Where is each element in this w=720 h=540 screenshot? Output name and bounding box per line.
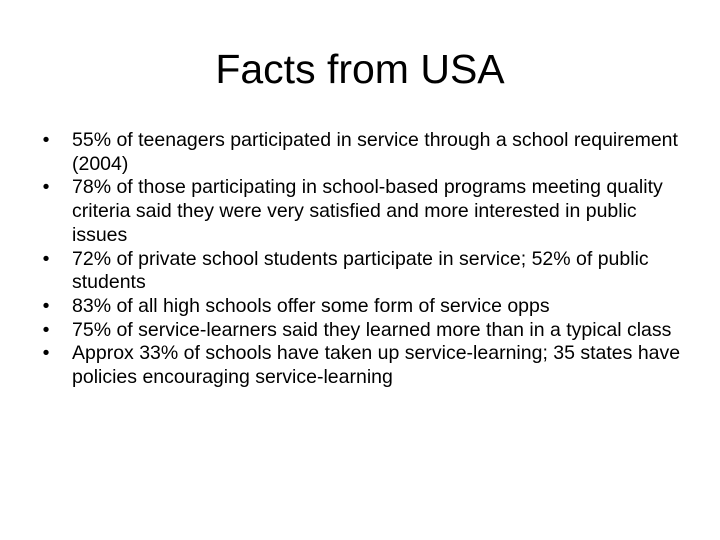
slide-title: Facts from USA (215, 46, 505, 92)
bullet-text: 55% of teenagers participated in service through a school requirement (2004) (72, 129, 678, 175)
bullet-item (36, 295, 696, 319)
bullet-dot-icon: • (42, 176, 50, 199)
bullet-text: 75% of service-learners said they learned more than in a typical class (72, 318, 672, 341)
bullet-dot-icon: • (42, 342, 50, 365)
bullet-dot-icon: • (42, 247, 50, 270)
bullet-dot-icon: • (42, 129, 50, 151)
bullet-dot-icon: • (42, 318, 50, 341)
bullet-item (36, 342, 696, 389)
bullet-text: 83% of all high schools offer some form of service opps (72, 294, 550, 317)
bullet-text: Approx 33% of schools have taken up service-learning; 35 states have policies encouraging service-learning (72, 342, 681, 389)
bullet-list (36, 129, 696, 390)
bullet-text: 78% of those participating in school-based programs meeting quality criteria said they were very satisfied and more interested in public issues (72, 176, 663, 246)
bullet-item (36, 319, 696, 343)
bullet-item (36, 129, 696, 176)
bullet-item (36, 248, 696, 295)
bullet-item (36, 176, 696, 247)
bullet-dot-icon: • (42, 294, 50, 317)
bullet-text: 72% of private school students participate in service; 52% of public students (72, 247, 649, 294)
